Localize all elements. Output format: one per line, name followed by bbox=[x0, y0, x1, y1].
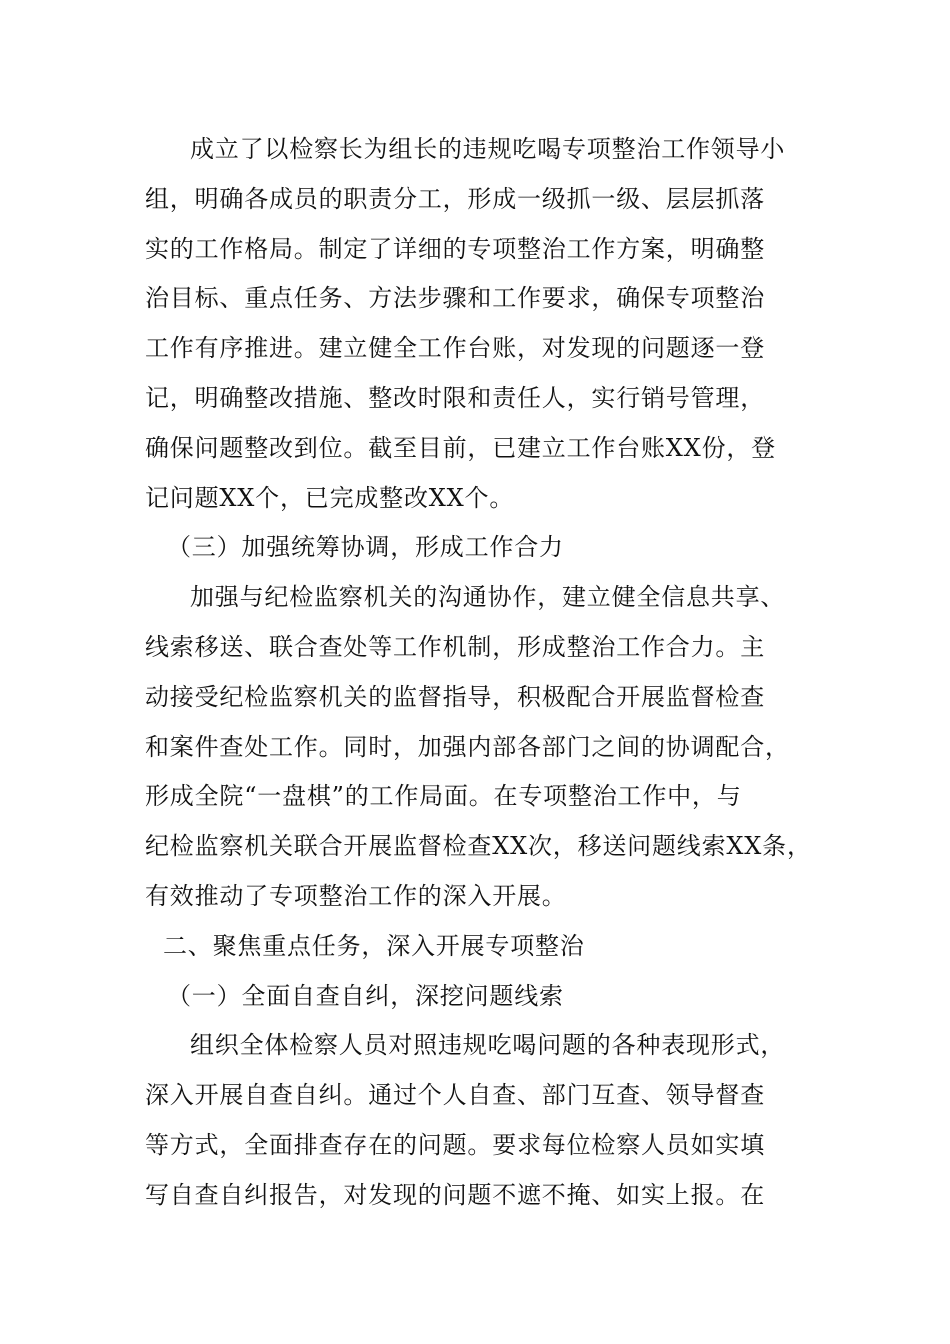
document-page bbox=[145, 125, 812, 1221]
paragraph-line: 工作有序推进。建立健全工作台账，对发现的问题逐一登 bbox=[145, 334, 765, 363]
paragraph-line: 记问题XX个，已完成整改XX个。 bbox=[145, 483, 515, 512]
paragraph-line: 等方式，全面排查存在的问题。要求每位检察人员如实填 bbox=[145, 1130, 765, 1159]
paragraph-line: 写自查自纠报告，对发现的问题不遮不掩、如实上报。在 bbox=[145, 1180, 765, 1209]
subsection-heading: （一）全面自查自纠，深挖问题线索 bbox=[167, 981, 564, 1010]
paragraph-line: 动接受纪检监察机关的监督指导，积极配合开展监督检查 bbox=[145, 682, 765, 711]
paragraph-line: 成立了以检察长为组长的违规吃喝专项整治工作领导小 bbox=[190, 135, 786, 163]
paragraph-line: 有效推动了专项整治工作的深入开展。 bbox=[145, 881, 567, 910]
paragraph-line: 形成全院“一盘棋”的工作局面。在专项整治工作中，与 bbox=[145, 782, 742, 811]
paragraph-line: 治目标、重点任务、方法步骤和工作要求，确保专项整治 bbox=[145, 284, 765, 313]
paragraph-line: 确保问题整改到位。截至目前，已建立工作台账XX份，登 bbox=[145, 433, 776, 462]
subsection-heading: （三）加强统筹协调，形成工作合力 bbox=[167, 533, 564, 562]
paragraph-line: 深入开展自查自纠。通过个人自查、部门互查、领导督查 bbox=[145, 1081, 765, 1110]
paragraph-line: 组织全体检察人员对照违规吃喝问题的各种表现形式， bbox=[190, 1031, 786, 1060]
paragraph-line: 组，明确各成员的职责分工，形成一级抓一级、层层抓落 bbox=[145, 184, 765, 213]
section-heading: 二、聚焦重点任务，深入开展专项整治 bbox=[163, 931, 585, 960]
paragraph-line: 记，明确整改措施、整改时限和责任人，实行销号管理， bbox=[145, 383, 765, 412]
paragraph-line: 和案件查处工作。同时，加强内部各部门之间的协调配合， bbox=[145, 732, 790, 761]
paragraph-line: 纪检监察机关联合开展监督检查XX次，移送问题线索XX条， bbox=[145, 832, 812, 861]
paragraph-line: 加强与纪检监察机关的沟通协作，建立健全信息共享、 bbox=[190, 583, 786, 612]
paragraph-line: 实的工作格局。制定了详细的专项整治工作方案，明确整 bbox=[145, 234, 765, 263]
paragraph-line: 线索移送、联合查处等工作机制，形成整治工作合力。主 bbox=[145, 632, 765, 661]
